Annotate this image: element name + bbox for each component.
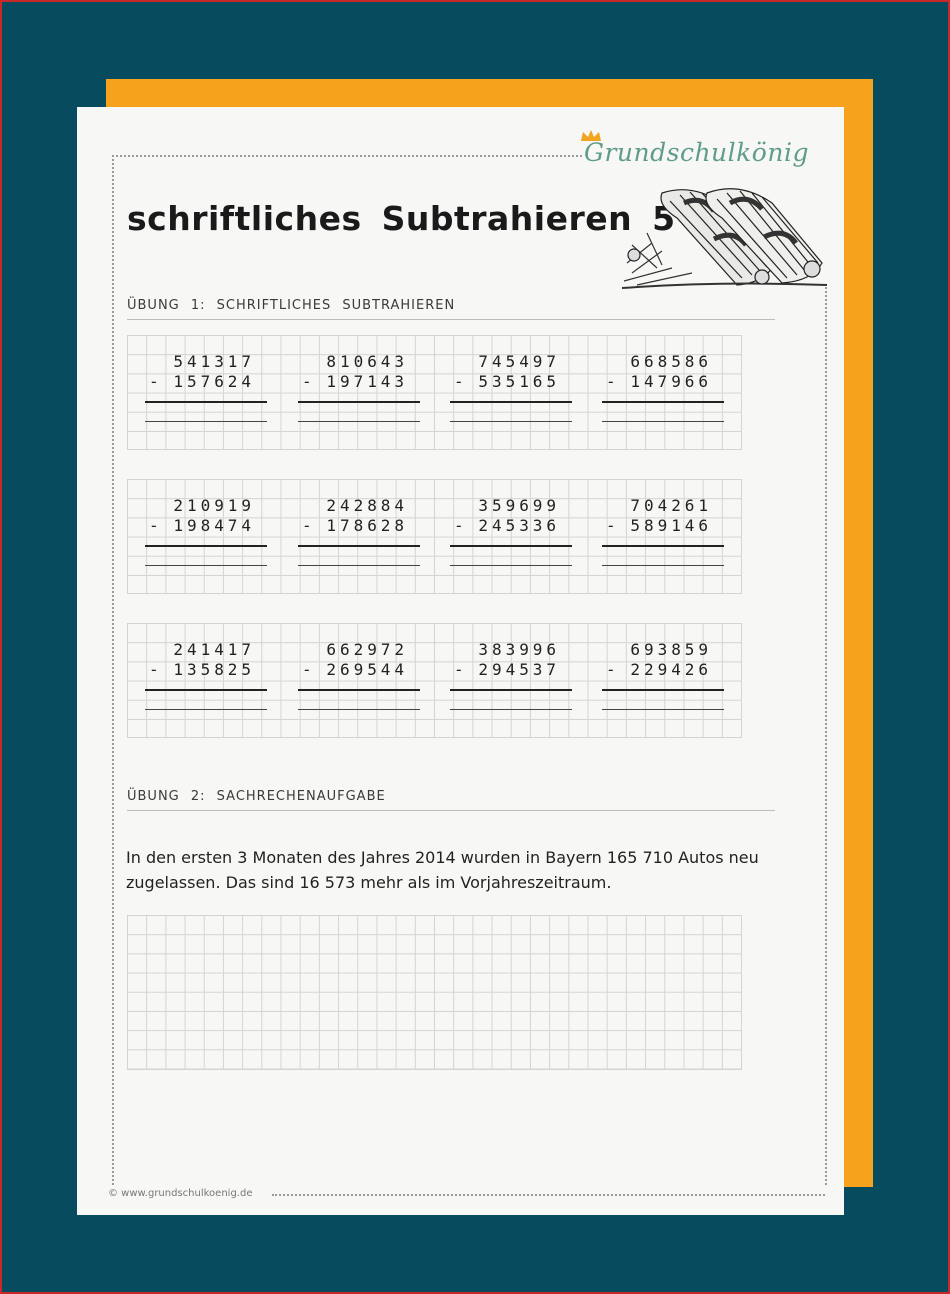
minus-sign: - [302, 516, 312, 535]
result-underline [145, 565, 267, 566]
minuend: 6 9 3 8 5 9 [630, 640, 709, 659]
minuend: 3 5 9 6 9 9 [478, 496, 557, 515]
result-underline [298, 709, 420, 710]
minus-sign: - [606, 660, 616, 679]
minus-sign: - [454, 516, 464, 535]
subtraction-problem[interactable] [584, 352, 724, 442]
brand-logo: Grundschulkönig [584, 138, 809, 167]
result-rule [145, 689, 267, 691]
result-rule [145, 401, 267, 403]
result-rule [298, 689, 420, 691]
wheat-sheaves-illustration [622, 173, 832, 293]
subtraction-problem[interactable] [432, 640, 572, 730]
minus-sign: - [302, 660, 312, 679]
result-rule [450, 401, 572, 403]
page-title: schriftliches Subtrahieren 5 [127, 199, 676, 238]
result-underline [450, 421, 572, 422]
minuend: 5 4 1 3 1 7 [173, 352, 252, 371]
minuend: 8 1 0 6 4 3 [326, 352, 405, 371]
word-problem-text [126, 845, 766, 895]
exercise2-label: ÜBUNG 2: SACHRECHENAUFGABE [127, 789, 386, 804]
dotted-border-right [825, 287, 827, 1185]
subtraction-problem[interactable] [280, 640, 420, 730]
result-underline [602, 421, 724, 422]
result-underline [298, 421, 420, 422]
subtraction-problem[interactable] [127, 496, 267, 586]
result-rule [450, 545, 572, 547]
subtraction-problem[interactable] [584, 640, 724, 730]
minuend: 7 0 4 2 6 1 [630, 496, 709, 515]
subtrahend: 1 9 7 1 4 3 [326, 372, 405, 391]
answer-grid[interactable] [127, 915, 742, 1070]
subtrahend: 1 5 7 6 2 4 [173, 372, 252, 391]
minuend: 2 4 2 8 8 4 [326, 496, 405, 515]
subtrahend: 5 8 9 1 4 6 [630, 516, 709, 535]
subtrahend: 2 9 4 5 3 7 [478, 660, 557, 679]
minus-sign: - [149, 516, 159, 535]
result-underline [145, 421, 267, 422]
exercise1-rule [127, 319, 775, 320]
minus-sign: - [454, 660, 464, 679]
result-underline [145, 709, 267, 710]
result-rule [450, 689, 572, 691]
result-underline [450, 565, 572, 566]
subtrahend: 1 3 5 8 2 5 [173, 660, 252, 679]
subtrahend: 1 4 7 9 6 6 [630, 372, 709, 391]
result-rule [602, 401, 724, 403]
dotted-border-bottom [272, 1194, 825, 1196]
minus-sign: - [149, 372, 159, 391]
minuend: 6 6 2 9 7 2 [326, 640, 405, 659]
subtrahend: 2 2 9 4 2 6 [630, 660, 709, 679]
result-rule [298, 401, 420, 403]
result-rule [145, 545, 267, 547]
subtrahend: 1 9 8 4 7 4 [173, 516, 252, 535]
result-underline [298, 565, 420, 566]
minuend: 7 4 5 4 9 7 [478, 352, 557, 371]
subtraction-problem[interactable] [584, 496, 724, 586]
result-rule [298, 545, 420, 547]
subtraction-problem[interactable] [127, 640, 267, 730]
minus-sign: - [606, 516, 616, 535]
subtraction-problem[interactable] [127, 352, 267, 442]
result-rule [602, 689, 724, 691]
subtraction-problem[interactable] [432, 496, 572, 586]
dotted-border-top [112, 155, 582, 157]
subtrahend: 2 4 5 3 3 6 [478, 516, 557, 535]
subtrahend: 1 7 8 6 2 8 [326, 516, 405, 535]
exercise1-label: ÜBUNG 1: SCHRIFTLICHES SUBTRAHIEREN [127, 298, 456, 313]
subtraction-problem[interactable] [280, 352, 420, 442]
dotted-border-left [112, 155, 114, 1185]
minus-sign: - [302, 372, 312, 391]
footer-copyright: © www.grundschulkoenig.de [108, 1188, 253, 1199]
minuend: 2 4 1 4 1 7 [173, 640, 252, 659]
subtraction-problem[interactable] [432, 352, 572, 442]
exercise2-rule [127, 810, 775, 811]
result-rule [602, 545, 724, 547]
minus-sign: - [454, 372, 464, 391]
word-problem-line-2: zugelassen. Das sind 16 573 mehr als im Vorjahreszeitraum. [126, 873, 612, 892]
minus-sign: - [606, 372, 616, 391]
subtrahend: 5 3 5 1 6 5 [478, 372, 557, 391]
minuend: 3 8 3 9 9 6 [478, 640, 557, 659]
minuend: 6 6 8 5 8 6 [630, 352, 709, 371]
minuend: 2 1 0 9 1 9 [173, 496, 252, 515]
result-underline [450, 709, 572, 710]
result-underline [602, 565, 724, 566]
word-problem-line-1: In den ersten 3 Monaten des Jahres 2014 wurden in Bayern 165 710 Autos neu [126, 848, 759, 867]
subtrahend: 2 6 9 5 4 4 [326, 660, 405, 679]
result-underline [602, 709, 724, 710]
minus-sign: - [149, 660, 159, 679]
worksheet-page [77, 107, 844, 1215]
subtraction-problem[interactable] [280, 496, 420, 586]
